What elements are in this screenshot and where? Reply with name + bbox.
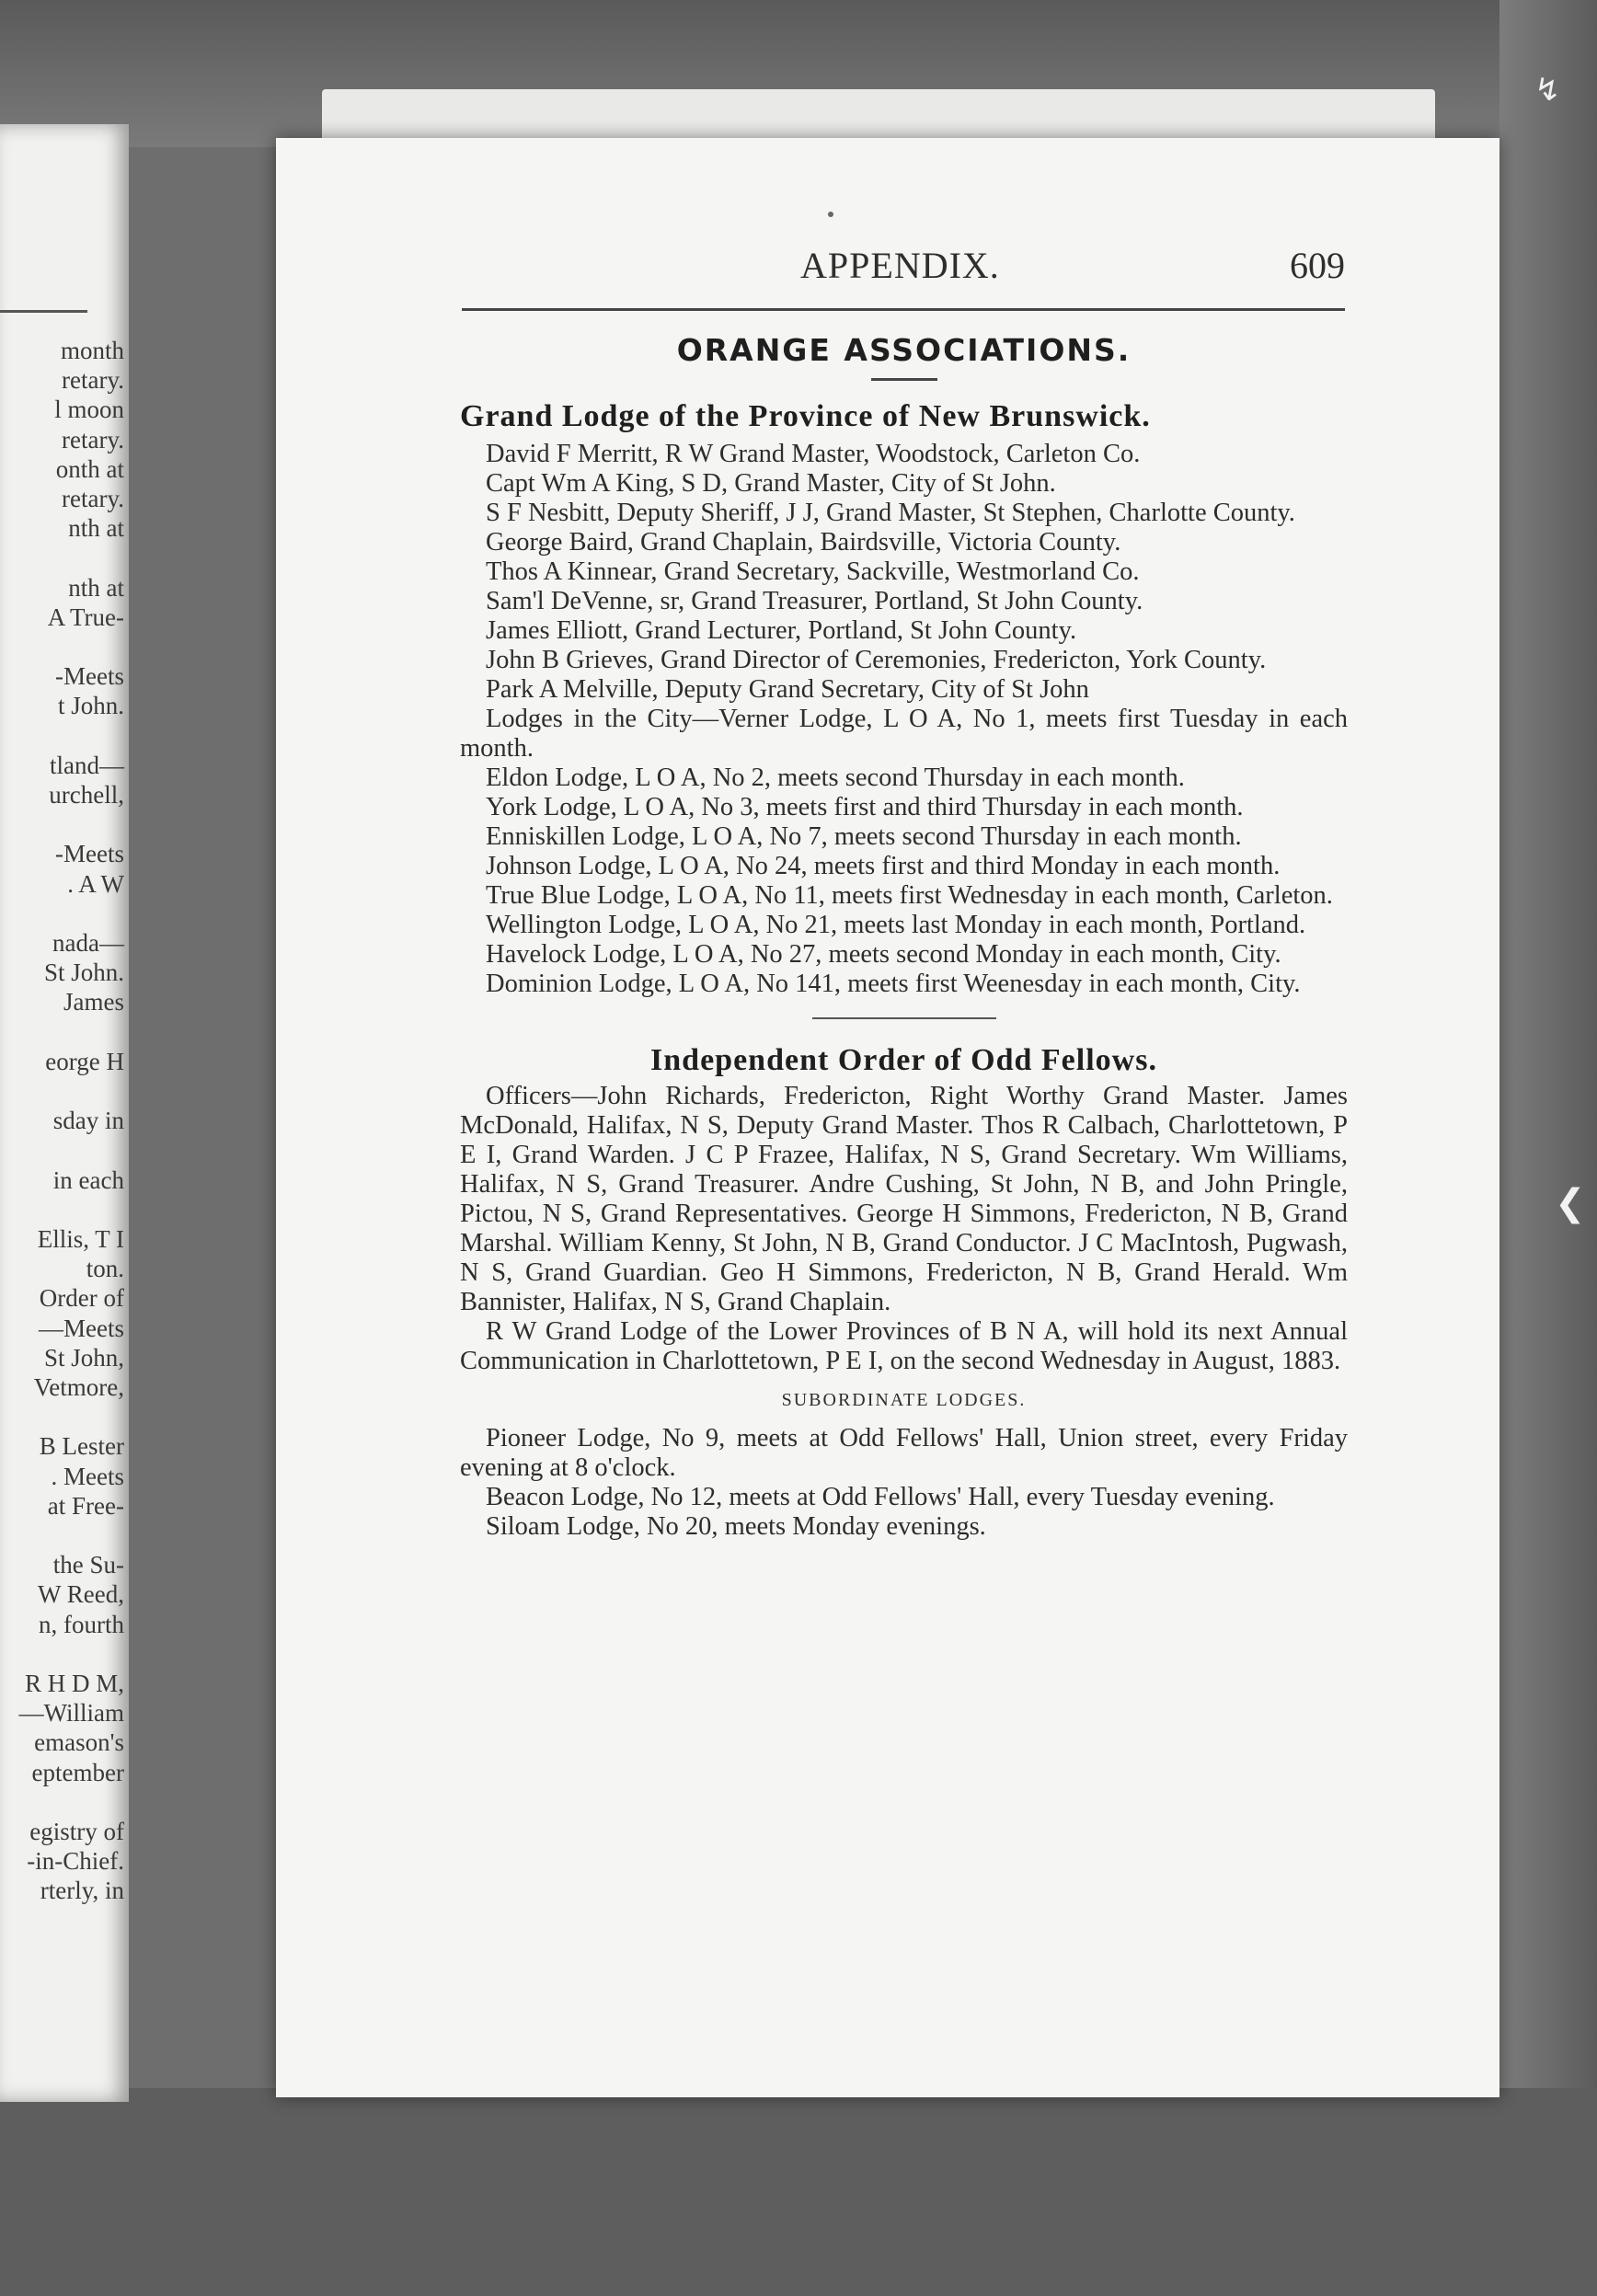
facing-page-line: rterly, in (40, 1877, 124, 1905)
lodge-list (460, 705, 1348, 999)
facing-page-line: at Free- (47, 1491, 124, 1520)
facing-page-line: nth at (68, 514, 124, 543)
facing-page-line: Vetmore, (33, 1373, 124, 1401)
lodge-entry: Dominion Lodge, L O A, No 141, meets first Weenesday in each month, City. (486, 970, 1301, 998)
facing-page-line: retary. (62, 485, 124, 512)
lodge-entry: Lodges in the City—Verner Lodge, L O A, No 1, meets first Tuesday in each month. (460, 705, 1348, 763)
lodge-entry: Enniskillen Lodge, L O A, No 7, meets second Thursday in each month. (486, 822, 1242, 851)
odd-fellows-officers: Officers—John Richards, Fredericton, Right Worthy Grand Master. James McDonald, Halifax, N S, Deputy Grand Master. Thos R Calbach, Charlottetown, P E I, Grand Warden. J C P Frazee, Halifax, N S, Grand Secretary. Wm Williams, Halifax, N S, Grand Treasurer. Andre Cushing, St John, N B, and John Pringle, Pictou, N S, Grand Representatives. George H Simmons, Fredericton, N B, Grand Marshal. William Kenny, St John, N B, Grand Conductor. J C MacIntosh, Pugwash, N S, Grand Guardian. Geo H Simmons, Fredericton, N B, Grand Herald. Wm Bannister, Halifax, N S, Grand Chaplain. (460, 1082, 1348, 1316)
facing-page-fragment (0, 124, 129, 2102)
header-rule (462, 308, 1345, 311)
clip-mark-top: ↯ (1534, 72, 1561, 109)
facing-page-line: tland— (50, 751, 124, 779)
facing-page-line: urchell, (49, 781, 124, 809)
scanner-background-right (1499, 0, 1597, 2296)
grand-lodge-heading: Grand Lodge of the Province of New Brunswick. (460, 399, 1151, 433)
officer-entry: Capt Wm A King, S D, Grand Master, City of St John. (486, 469, 1056, 498)
facing-page-line: W Reed, (38, 1580, 124, 1609)
facing-page-line: St John. (43, 959, 124, 987)
page-number: 609 (1290, 245, 1345, 286)
lodge-entry: Eldon Lodge, L O A, No 2, meets second Thursday in each month. (486, 763, 1185, 792)
facing-page-line: in each (52, 1165, 124, 1194)
facing-page-line: —Meets (39, 1314, 124, 1342)
facing-page-line: B Lester (39, 1432, 124, 1461)
facing-page-line: onth at (55, 454, 124, 483)
officer-entry: Park A Melville, Deputy Grand Secretary, City of St John (486, 675, 1089, 704)
facing-page-line: R H D M, (24, 1670, 124, 1697)
facing-page-line: retary. (62, 425, 124, 453)
facing-page-line: month (60, 337, 124, 364)
officer-entry: David F Merritt, R W Grand Master, Woodstock, Carleton Co. (486, 440, 1141, 468)
facing-page-line: eorge H (45, 1047, 124, 1075)
officer-entry: Thos A Kinnear, Grand Secretary, Sackville, Westmorland Co. (486, 557, 1140, 586)
officer-entry: George Baird, Grand Chaplain, Bairdsville, Victoria County. (486, 528, 1121, 557)
title-rule (871, 378, 937, 381)
subordinate-lodge-entry: Siloam Lodge, No 20, meets Monday evenings. (486, 1512, 986, 1541)
facing-page-line: -in-Chief. (27, 1847, 124, 1876)
officer-list (460, 440, 1348, 705)
annual-communication: R W Grand Lodge of the Lower Provinces of B N A, will hold its next Annual Communication in Charlottetown, P E I, on the second Wednesday in August, 1883. (460, 1317, 1348, 1375)
book-page (276, 138, 1499, 2097)
page-body (460, 332, 1348, 1542)
officer-entry: James Elliott, Grand Lecturer, Portland, St John County. (486, 616, 1077, 645)
facing-page-rule (0, 310, 87, 313)
ink-speck (828, 212, 833, 217)
lodge-entry: York Lodge, L O A, No 3, meets first and third Thursday in each month. (486, 793, 1244, 821)
section-title-orange: ORANGE ASSOCIATIONS. (676, 332, 1132, 368)
facing-page-line: retary. (62, 366, 124, 395)
facing-page-line: Order of (39, 1284, 124, 1313)
facing-page-line: sday in (52, 1107, 124, 1135)
lodge-entry: True Blue Lodge, L O A, No 11, meets first Wednesday in each month, Carleton. (486, 881, 1333, 910)
facing-page-line: t John. (57, 692, 124, 720)
facing-page-line: . A W (67, 869, 124, 898)
facing-page-line: Ellis, T I (37, 1225, 124, 1253)
facing-page-line: James (63, 988, 124, 1016)
facing-page-line: -Meets (55, 840, 124, 868)
facing-page-line: the Su- (52, 1551, 124, 1579)
officer-entry: S F Nesbitt, Deputy Sheriff, J J, Grand Master, St Stephen, Charlotte County. (486, 499, 1295, 527)
facing-page-line: eptember (31, 1758, 124, 1786)
lodge-entry: Wellington Lodge, L O A, No 21, meets last Monday in each month, Portland. (486, 911, 1306, 939)
section-divider (812, 1017, 996, 1019)
lodge-entry: Johnson Lodge, L O A, No 24, meets first and third Monday in each month. (486, 852, 1281, 880)
facing-page-line: nada— (52, 929, 124, 957)
odd-fellows-heading: Independent Order of Odd Fellows. (650, 1043, 1157, 1077)
officer-entry: Sam'l DeVenne, sr, Grand Treasurer, Portland, St John County. (486, 587, 1143, 615)
facing-page-line: emason's (34, 1728, 124, 1757)
lodge-entry: Havelock Lodge, L O A, No 27, meets second Monday in each month, City. (486, 940, 1281, 969)
facing-page-line: egistry of (29, 1818, 124, 1845)
facing-page-line: n, fourth (39, 1610, 124, 1638)
facing-page-line: l moon (54, 396, 124, 424)
subordinate-lodge-entry: Beacon Lodge, No 12, meets at Odd Fellows' Hall, every Tuesday evening. (486, 1483, 1275, 1511)
facing-page-line: —William (18, 1699, 124, 1728)
facing-page-line: A True- (47, 603, 124, 631)
clip-mark-right: ❮ (1555, 1182, 1586, 1224)
officer-entry: John B Grieves, Grand Director of Ceremonies, Fredericton, York County. (486, 646, 1267, 674)
subordinate-lodges-heading: SUBORDINATE LODGES. (781, 1390, 1027, 1410)
scanner-background-bottom (0, 2088, 1597, 2296)
subordinate-lodge-entry: Pioneer Lodge, No 9, meets at Odd Fellows' Hall, Union street, every Friday evening at 8 o'clock. (460, 1424, 1348, 1482)
facing-page-line: St John, (43, 1343, 124, 1372)
facing-page-line: ton. (86, 1255, 124, 1283)
running-head: APPENDIX. (800, 245, 1000, 286)
facing-page-line: -Meets (55, 662, 124, 691)
facing-page-line: nth at (68, 573, 124, 602)
facing-page-line: . Meets (51, 1462, 124, 1490)
